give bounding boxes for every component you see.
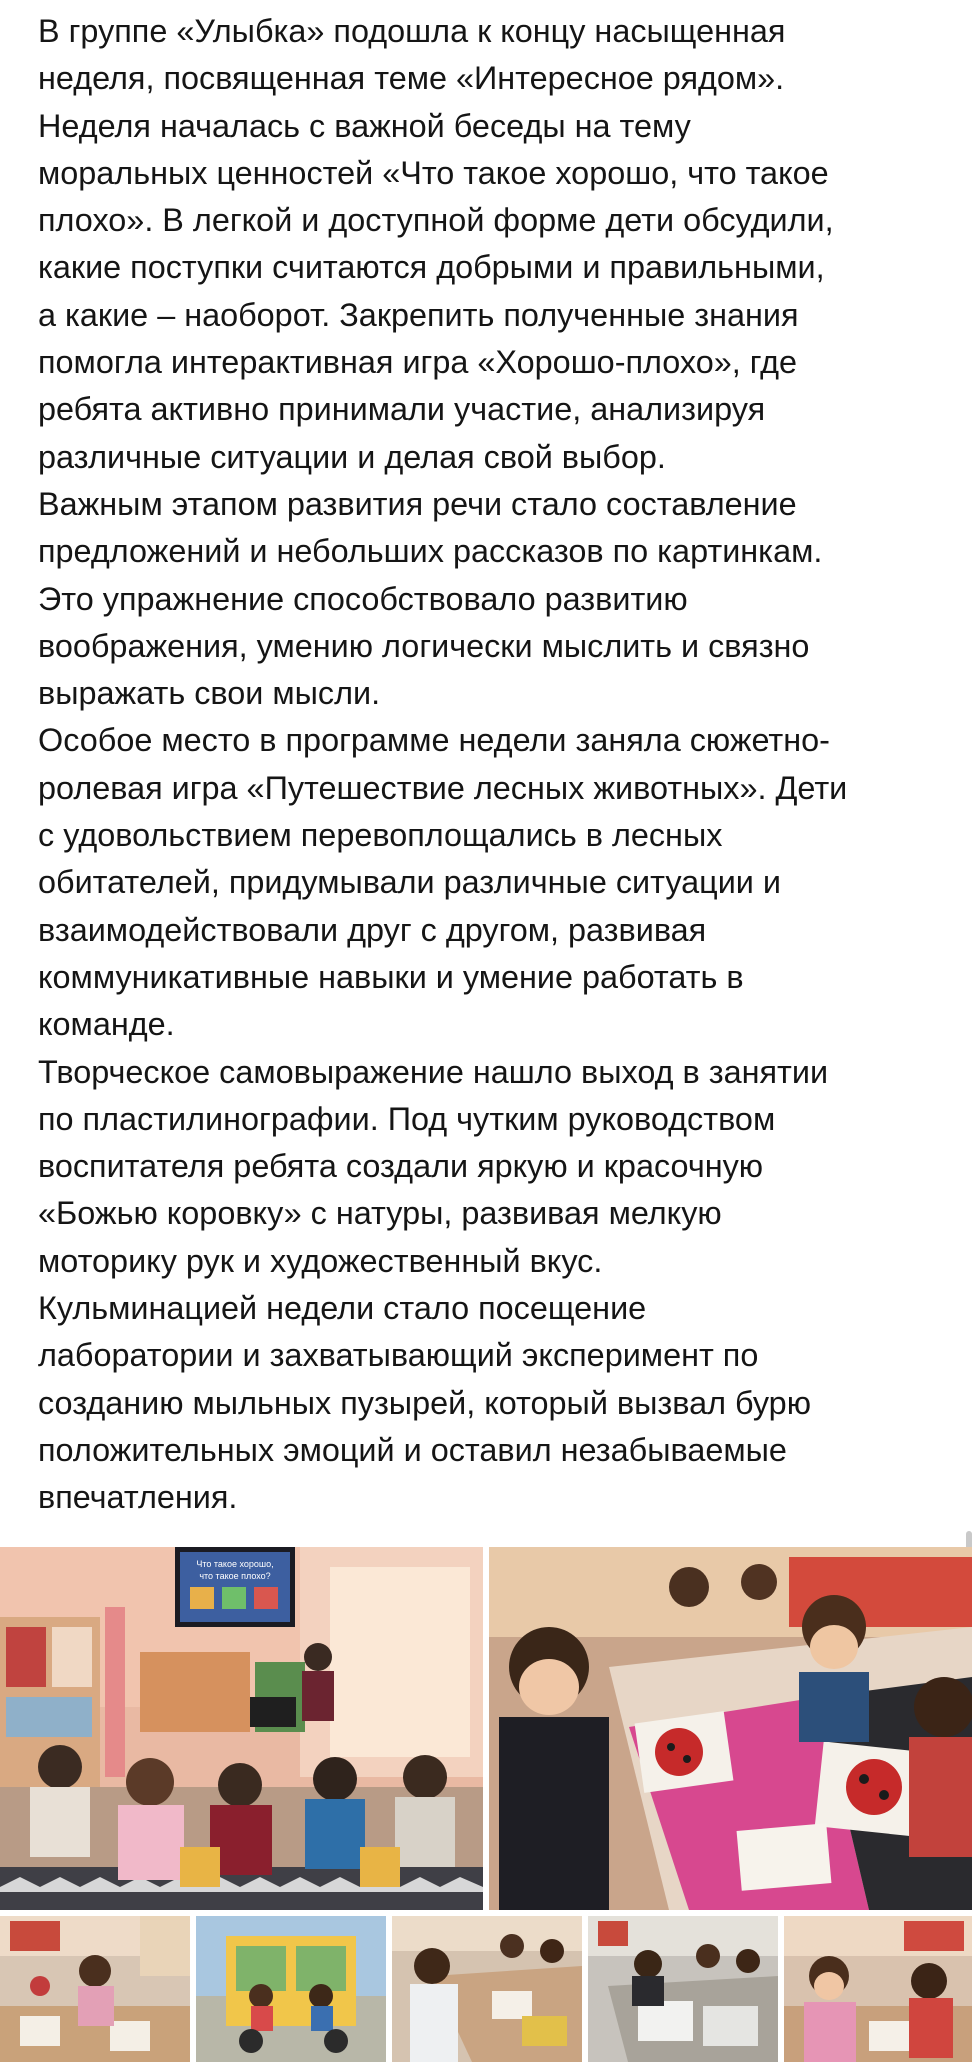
post-line: воспитателя ребята создали яркую и красочную bbox=[38, 1148, 764, 1185]
tv-screen-text-2: что такое плохо? bbox=[199, 1571, 271, 1581]
post-line: Кульминацией недели стало посещение bbox=[38, 1290, 647, 1327]
tv-screen-text-1: Что такое хорошо, bbox=[196, 1559, 274, 1569]
post-line: какие поступки считаются добрыми и правильными, bbox=[38, 249, 825, 286]
post-line: положительных эмоций и оставил незабываемые bbox=[38, 1431, 787, 1468]
post-body bbox=[38, 8, 958, 1522]
post-line: Особое место в программе недели заняла сюжетно- bbox=[38, 722, 830, 759]
post-line: Важным этапом развития речи стало составление bbox=[38, 485, 797, 522]
photo-picture-story[interactable] bbox=[0, 1916, 190, 2062]
post-line: Это упражнение способствовало развитию bbox=[38, 580, 688, 617]
photo-role-play[interactable] bbox=[196, 1916, 386, 2062]
post-line: Творческое самовыражение нашло выход в занятии bbox=[38, 1053, 829, 1090]
post-line: предложений и небольших рассказов по картинкам. bbox=[38, 533, 823, 570]
post-line: Неделя началась с важной беседы на тему bbox=[38, 107, 691, 144]
post-line: взаимодействовали друг с другом, развивая bbox=[38, 911, 707, 948]
post-line: с удовольствием перевоплощались в лесных bbox=[38, 817, 723, 854]
post-line: плохо». В легкой и доступной форме дети обсудили, bbox=[38, 202, 834, 239]
post-line: созданию мыльных пузырей, который вызвал бурю bbox=[38, 1384, 811, 1421]
post-line: впечатления. bbox=[38, 1479, 238, 1516]
post-line: моторику рук и художественный вкус. bbox=[38, 1242, 603, 1279]
post-line: коммуникативные навыки и умение работать в bbox=[38, 958, 744, 995]
post-line: ребята активно принимали участие, анализируя bbox=[38, 391, 766, 428]
post-line: выражать свои мысли. bbox=[38, 675, 381, 712]
photo-card-activity[interactable] bbox=[784, 1916, 972, 2062]
photo-gallery bbox=[0, 1547, 972, 2062]
photo-classroom-presentation[interactable] bbox=[0, 1547, 483, 1910]
post-line: ролевая игра «Путешествие лесных животных». Дети bbox=[38, 769, 848, 806]
post-line: лаборатории и захватывающий эксперимент по bbox=[38, 1337, 759, 1374]
post-line: В группе «Улыбка» подошла к концу насыщенная bbox=[38, 13, 786, 49]
post-line: «Божью коровку» с натуры, развивая мелкую bbox=[38, 1195, 722, 1232]
post-line: моральных ценностей «Что такое хорошо, что такое bbox=[38, 154, 829, 191]
photo-table-activity[interactable] bbox=[392, 1916, 582, 2062]
photo-laboratory[interactable] bbox=[588, 1916, 778, 2062]
photo-plasticine-craft[interactable] bbox=[489, 1547, 972, 1910]
post-line: команде. bbox=[38, 1006, 175, 1043]
post-line: воображения, умению логически мыслить и связно bbox=[38, 627, 810, 664]
post-line: помогла интерактивная игра «Хорошо-плохо», где bbox=[38, 344, 798, 381]
post-line: различные ситуации и делая свой выбор. bbox=[38, 438, 666, 475]
post-line: а какие – наоборот. Закрепить полученные знания bbox=[38, 296, 799, 333]
post-line: по пластилинографии. Под чутким руководством bbox=[38, 1100, 776, 1137]
post-line: обитателей, придумывали различные ситуации и bbox=[38, 864, 781, 901]
post-line: неделя, посвященная теме «Интересное рядом». bbox=[38, 60, 785, 97]
